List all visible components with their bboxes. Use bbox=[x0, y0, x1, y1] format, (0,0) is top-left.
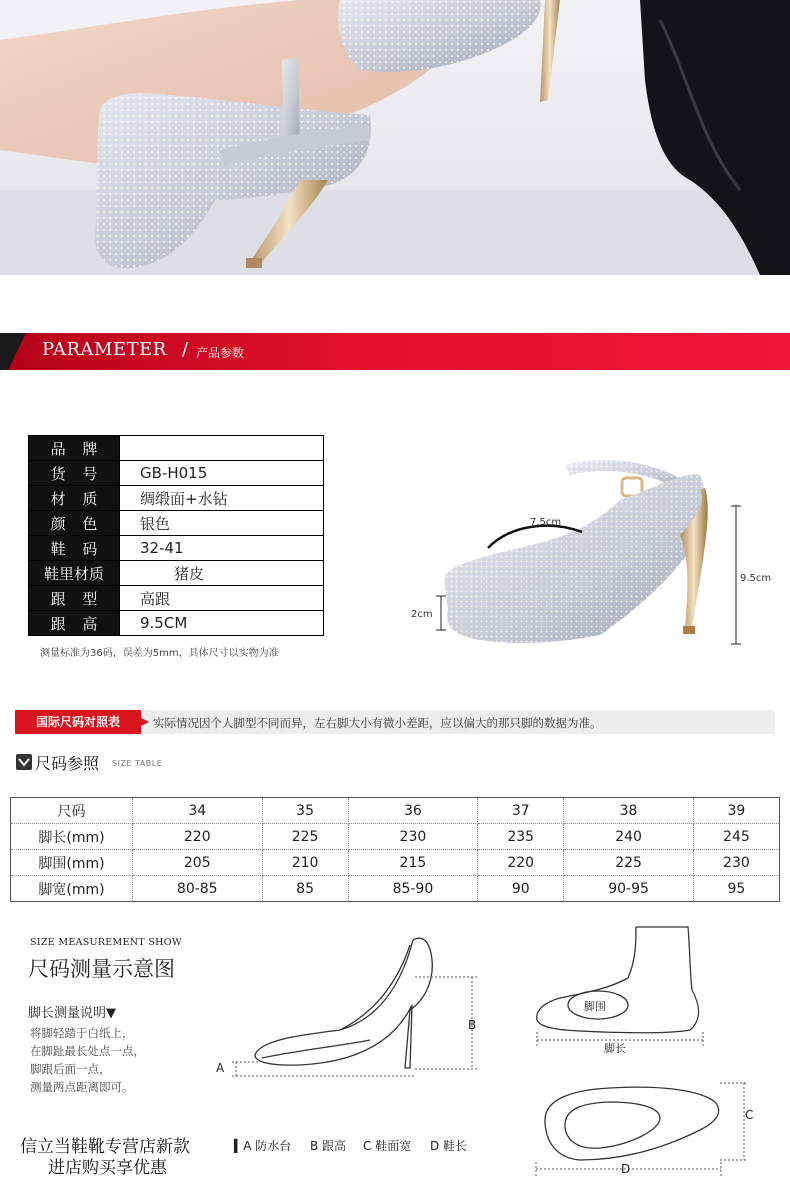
table-cell: 38 bbox=[564, 798, 694, 824]
table-cell: 脚围(mm) bbox=[11, 850, 133, 876]
spec-key: 颜 色 bbox=[29, 511, 120, 536]
table-cell: 80-85 bbox=[133, 876, 263, 902]
table-cell: 225 bbox=[564, 850, 694, 876]
hero-product-photo bbox=[0, 0, 790, 275]
spec-value bbox=[120, 436, 324, 461]
spec-key: 材 质 bbox=[29, 486, 120, 511]
spec-value: 高跟 bbox=[120, 586, 324, 611]
measurement-title-en: SIZE MEASUREMENT SHOW bbox=[30, 937, 182, 948]
label-a: A bbox=[216, 1061, 225, 1075]
spec-table bbox=[28, 435, 324, 636]
table-cell: 95 bbox=[727, 880, 746, 897]
spec-key: 货 号 bbox=[29, 461, 120, 486]
spec-key: 品 牌 bbox=[29, 436, 120, 461]
spec-row bbox=[29, 436, 324, 461]
size-table bbox=[10, 797, 780, 902]
table-cell: 240 bbox=[564, 824, 694, 850]
table-cell: 37 bbox=[478, 798, 564, 824]
table-cell: 90 bbox=[478, 876, 564, 902]
measurement-step: 脚跟后面一点， bbox=[30, 1062, 111, 1076]
size-table-title: 尺码参照 bbox=[35, 754, 100, 773]
label-length: 脚长 bbox=[604, 1042, 626, 1055]
spec-row bbox=[29, 561, 324, 586]
table-cell: 39 bbox=[693, 798, 779, 824]
table-cell: 220 bbox=[478, 850, 564, 876]
measurement-step: 将脚轻踏于白纸上， bbox=[30, 1026, 134, 1040]
strap-dimension: 7.5cm bbox=[530, 517, 562, 528]
spec-key: 鞋里材质 bbox=[29, 561, 120, 586]
legend-item-a: ▍A 防水台 bbox=[234, 1139, 292, 1153]
promo-line-1: 信立当鞋靴专营店新款 bbox=[20, 1137, 190, 1157]
spec-row bbox=[29, 536, 324, 561]
table-cell: 85 bbox=[262, 876, 348, 902]
spec-key: 鞋 码 bbox=[29, 536, 120, 561]
spec-value: 猪皮 bbox=[120, 561, 324, 586]
spec-value: 绸缎面+水钻 bbox=[120, 486, 324, 511]
table-row bbox=[11, 876, 780, 902]
table-cell: 245 bbox=[693, 824, 779, 850]
side-shoe-illustration bbox=[400, 440, 780, 655]
measurement-heading: 脚长测量说明▼ bbox=[28, 1006, 116, 1021]
spec-key: 跟 型 bbox=[29, 586, 120, 611]
label-b: B bbox=[468, 1018, 477, 1032]
size-table-subtitle: SIZE TABLE bbox=[112, 759, 163, 768]
shoe-top-outline bbox=[545, 1087, 719, 1160]
measurement-step: 在脚趾最长处点一点， bbox=[30, 1044, 145, 1058]
table-cell: 215 bbox=[348, 850, 478, 876]
spec-row bbox=[29, 486, 324, 511]
label-d: D bbox=[621, 1162, 631, 1176]
chevron-down-icon bbox=[16, 754, 32, 770]
table-cell: 36 bbox=[348, 798, 478, 824]
parameter-title: PARAMETER bbox=[42, 339, 167, 360]
parameter-slash: / bbox=[182, 339, 189, 360]
hero-shoe-illustration bbox=[0, 0, 790, 275]
legend-item-c: C 鞋面宽 bbox=[363, 1139, 412, 1153]
label-c: C bbox=[745, 1108, 754, 1122]
table-row bbox=[11, 798, 780, 824]
intl-size-tag: 国际尺码对照表 bbox=[15, 710, 141, 734]
table-cell: 尺码 bbox=[11, 798, 133, 824]
spec-row bbox=[29, 586, 324, 611]
measurement-step: 测量两点距离即可。 bbox=[30, 1080, 134, 1094]
foot-outline bbox=[537, 927, 699, 1033]
spec-value: GB-H015 bbox=[120, 461, 324, 486]
table-cell: 205 bbox=[133, 850, 263, 876]
table-cell: 225 bbox=[262, 824, 348, 850]
table-cell: 34 bbox=[133, 798, 263, 824]
table-cell: 230 bbox=[348, 824, 478, 850]
table-cell: 35 bbox=[262, 798, 348, 824]
table-cell: 90-95 bbox=[564, 876, 694, 902]
pump-dimension-lines bbox=[232, 977, 478, 1076]
table-cell: 210 bbox=[262, 850, 348, 876]
legend-item-b: B 跟高 bbox=[310, 1139, 347, 1153]
table-cell: 235 bbox=[478, 824, 564, 850]
spec-row bbox=[29, 611, 324, 636]
table-cell: 脚长(mm) bbox=[11, 824, 133, 850]
pump-outline bbox=[255, 938, 432, 1068]
platform-dimension: 2cm bbox=[411, 609, 433, 620]
measurement-title-cn: 尺码测量示意图 bbox=[28, 957, 175, 981]
table-cell: 85-90 bbox=[348, 876, 478, 902]
spec-value: 9.5CM bbox=[120, 611, 324, 636]
shoe-top-dimension-lines bbox=[536, 1083, 748, 1176]
parameter-subtitle: 产品参数 bbox=[196, 346, 245, 360]
intl-size-note: 实际情况因个人脚型不同而异，左右脚大小有微小差距，应以偏大的那只脚的数据为准。 bbox=[153, 716, 602, 730]
spec-value: 32-41 bbox=[120, 536, 324, 561]
spec-row bbox=[29, 461, 324, 486]
heel-dimension: 9.5cm bbox=[740, 573, 772, 584]
spec-key: 跟 高 bbox=[29, 611, 120, 636]
table-row bbox=[11, 850, 780, 876]
spec-value: 银色 bbox=[120, 511, 324, 536]
legend-item-d: D 鞋长 bbox=[430, 1139, 468, 1153]
label-girth: 脚围 bbox=[584, 1000, 606, 1013]
table-cell: 220 bbox=[133, 824, 263, 850]
table-cell: 230 bbox=[693, 850, 779, 876]
promo-line-2: 进店购买享优惠 bbox=[48, 1158, 167, 1178]
table-cell: 脚宽(mm) bbox=[11, 876, 133, 902]
spec-row bbox=[29, 511, 324, 536]
spec-note: 测量标准为36码，误差为5mm，具体尺寸以实物为准 bbox=[40, 648, 279, 659]
table-row bbox=[11, 824, 780, 850]
